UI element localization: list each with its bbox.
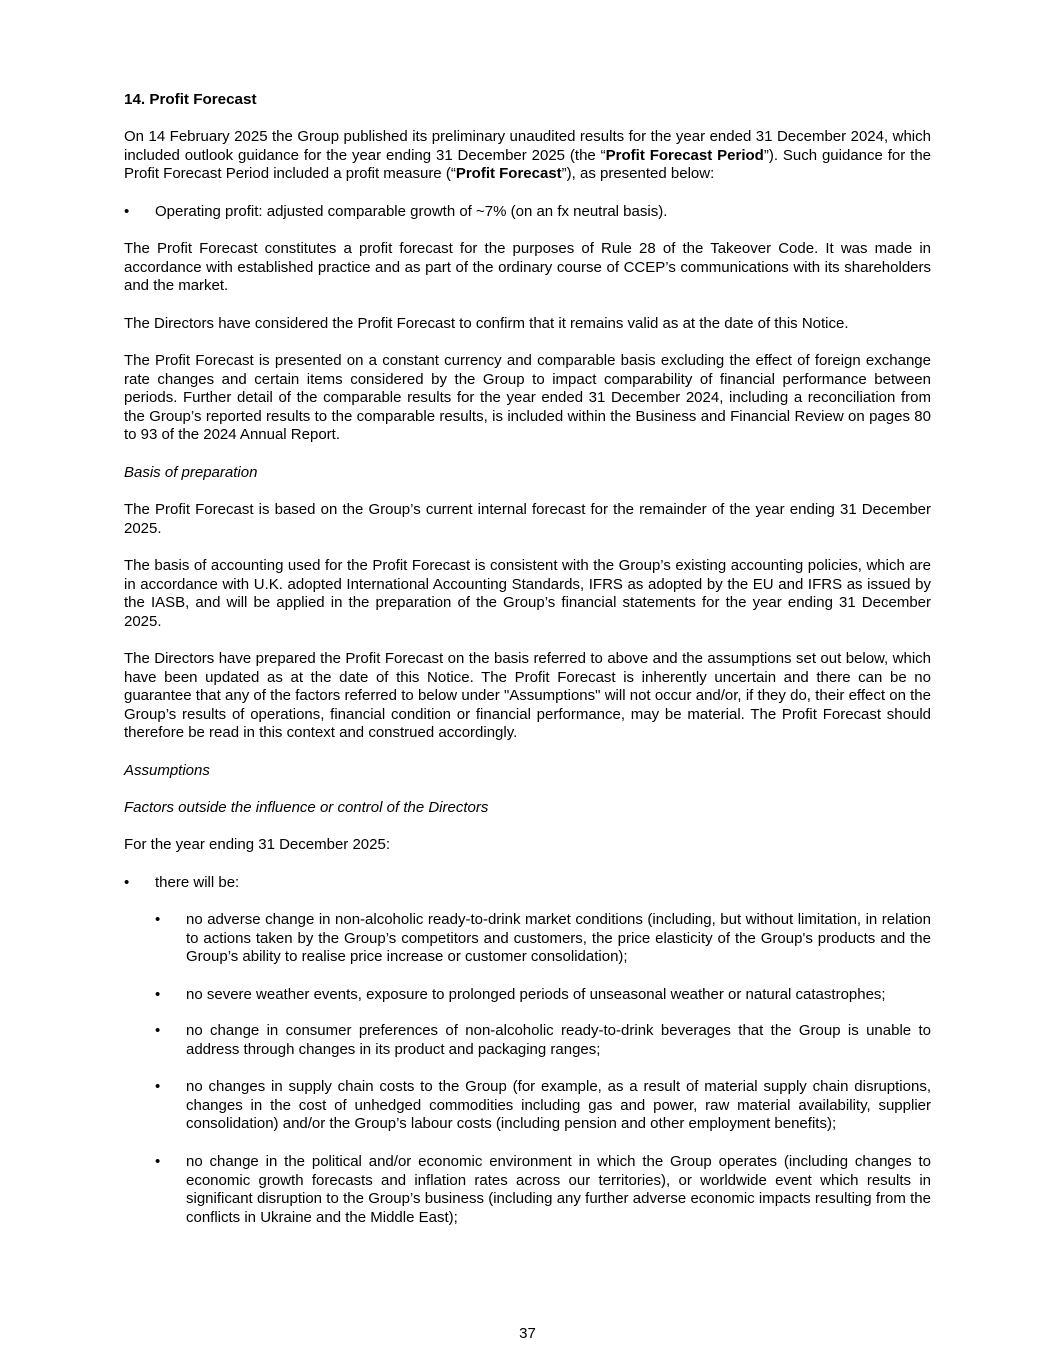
factors-heading: Factors outside the influence or control of the Directors: [124, 799, 489, 816]
page-number: 37: [519, 1325, 536, 1342]
sub-bullet-text: no changes in supply chain costs to the Group (for example, as a result of material supply chain disruptions, changes in the cost of unhedged commodities including gas and power, raw material availability, supplier consolidation) and/or the Group’s labour costs (including pension and other employment benefits);: [186, 1078, 931, 1133]
bullet-marker: •: [124, 874, 130, 891]
sub-bullet-text: no severe weather events, exposure to prolonged periods of unseasonal weather or natural catastrophes;: [186, 986, 886, 1003]
bullet-marker: •: [155, 1078, 161, 1095]
constant-currency-paragraph: The Profit Forecast is presented on a constant currency and comparable basis excluding the effect of foreign exchange rate changes and certain items considered by the Group to impact comparability of financial performance between periods. Further detail of the comparable results for the year ended 31 December 2024, including a reconciliation from the Group’s reported results to the comparable results, is included within the Business and Financial Review on pages 80 to 93 of the 2024 Annual Report.: [124, 352, 931, 444]
basis-of-preparation-heading: Basis of preparation: [124, 464, 258, 481]
year-ending-line: For the year ending 31 December 2025:: [124, 836, 390, 853]
intro-bold-profit-forecast: Profit Forecast: [455, 165, 562, 183]
basis-paragraph-1: The Profit Forecast is based on the Group’s current internal forecast for the remainder of the year ending 31 December 2025.: [124, 501, 931, 537]
operating-profit-text: Operating profit: adjusted comparable growth of ~7% (on an fx neutral basis).: [155, 203, 668, 220]
bullet-marker: •: [155, 986, 161, 1003]
intro-text-2: ”). Such guidance for the Profit Forecast Period included a profit measure (“: [124, 146, 932, 183]
directors-valid-paragraph: The Directors have considered the Profit Forecast to confirm that it remains valid as at the date of this Notice.: [124, 315, 849, 332]
bullet-marker: •: [155, 911, 161, 928]
assumptions-heading: Assumptions: [124, 762, 210, 779]
intro-text-1: On 14 February 2025 the Group published its preliminary unaudited results for the year ended 31 December 2024, which included outlook guidance for the year ending 31 December 2025 (the “: [124, 128, 931, 164]
bullet-marker: •: [124, 203, 130, 220]
basis-paragraph-3: The Directors have prepared the Profit Forecast on the basis referred to above and the assumptions set out below, which have been updated as at the date of this Notice. The Profit Forecast is inherently uncertain and there can be no guarantee that any of the factors referred to below under "Assumptions" will not occur and/or, if they do, their effect on the Group’s results of operations, financial condition or financial performance, may be material. The Profit Forecast should therefore be read in this context and construed accordingly.: [124, 650, 931, 742]
intro-paragraph: [124, 128, 931, 184]
intro-bold-profit-forecast-period: Profit Forecast Period: [605, 146, 764, 164]
bullet-marker: •: [155, 1153, 161, 1170]
rule-28-paragraph: The Profit Forecast constitutes a profit forecast for the purposes of Rule 28 of the Takeover Code. It was made in accordance with established practice and as part of the ordinary course of CCEP’s communications with its shareholders and the market.: [124, 240, 931, 295]
sub-bullet-text: no change in the political and/or economic environment in which the Group operates (including changes to economic growth forecasts and inflation rates across our territories), or worldwide event which results in significant disruption to the Group’s business (including any further adverse economic impacts resulting from the conflicts in Ukraine and the Middle East);: [186, 1153, 931, 1226]
intro-text-3: ”), as presented below:: [561, 165, 715, 183]
section-heading: 14. Profit Forecast: [124, 91, 257, 108]
sub-bullet-text: no adverse change in non-alcoholic ready-to-drink market conditions (including, but without limitation, in relation to actions taken by the Group’s competitors and customers, the price elasticity of the Group's products and the Group’s ability to realise price increase or customer consolidation);: [186, 911, 931, 966]
bullet-marker: •: [155, 1022, 161, 1039]
sub-bullet-text: no change in consumer preferences of non-alcoholic ready-to-drink beverages that the Group is unable to address through changes in its product and packaging ranges;: [186, 1022, 931, 1058]
basis-paragraph-2: The basis of accounting used for the Profit Forecast is consistent with the Group’s existing accounting policies, which are in accordance with U.K. adopted International Accounting Standards, IFRS as adopted by the EU and IFRS as issued by the IASB, and will be applied in the preparation of the Group’s financial statements for the year ending 31 December 2025.: [124, 557, 931, 630]
there-will-be-text: there will be:: [155, 874, 240, 891]
